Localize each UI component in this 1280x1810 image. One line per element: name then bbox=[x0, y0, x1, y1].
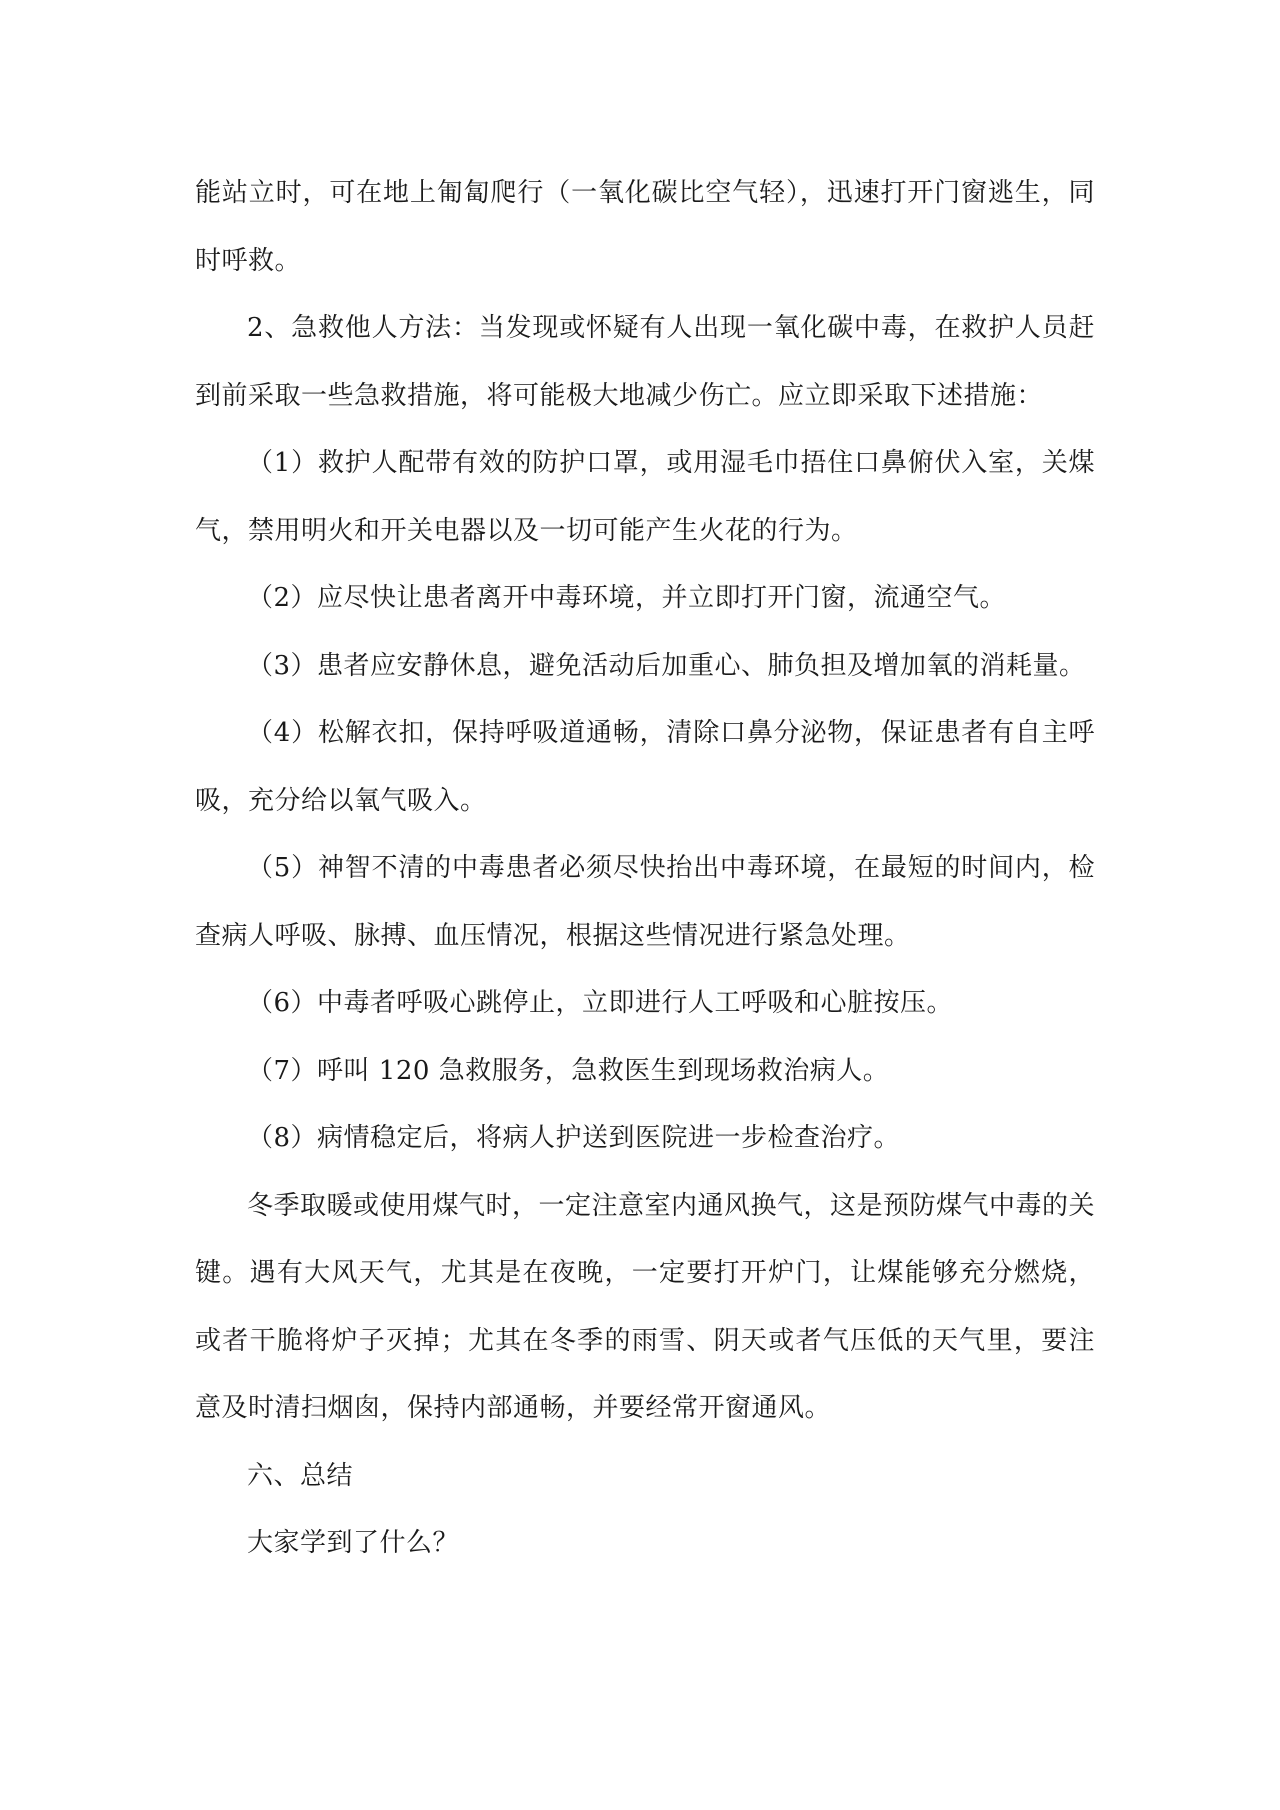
document-body bbox=[195, 160, 1095, 1578]
paragraph-question: 大家学到了什么？ bbox=[247, 1528, 460, 1558]
paragraph-prevention: 冬季取暖或使用煤气时，一定注意室内通风换气，这是预防煤气中毒的关键。遇有大风天气，尤其是在夜晚，一定要打开炉门，让煤能够充分燃烧，或者干脆将炉子灭掉；尤其在冬季的雨雪、阴天或者气压低的天气里，要注意及时清扫烟囱，保持内部通畅，并要经常开窗通风。 bbox=[195, 1190, 1096, 1423]
list-item-4: （4）松解衣扣，保持呼吸道通畅，清除口鼻分泌物，保证患者有自主呼吸，充分给以氧气吸入。 bbox=[195, 718, 1095, 816]
section-heading-summary: 六、总结 bbox=[247, 1460, 354, 1491]
list-item-7: （7）呼叫 120 急救服务，急救医生到现场救治病人。 bbox=[247, 1055, 890, 1086]
list-item-3: （3）患者应安静休息，避免活动后加重心、肺负担及增加氧的消耗量。 bbox=[247, 650, 1086, 681]
paragraph-continued: 能站立时，可在地上匍匐爬行（一氧化碳比空气轻），迅速打开门窗逃生，同时呼救。 bbox=[195, 178, 1095, 276]
list-item-2: （2）应尽快让患者离开中毒环境，并立即打开门窗，流通空气。 bbox=[247, 583, 1007, 613]
paragraph-rescue-others: 2、急救他人方法：当发现或怀疑有人出现一氧化碳中毒，在救护人员赶到前采取一些急救措施，将可能极大地减少伤亡。应立即采取下述措施： bbox=[195, 313, 1095, 411]
list-item-8: （8）病情稳定后，将病人护送到医院进一步检查治疗。 bbox=[247, 1123, 901, 1153]
list-item-5: （5）神智不清的中毒患者必须尽快抬出中毒环境，在最短的时间内，检查病人呼吸、脉搏、血压情况，根据这些情况进行紧急处理。 bbox=[195, 853, 1095, 951]
list-item-6: （6）中毒者呼吸心跳停止，立即进行人工呼吸和心脏按压。 bbox=[247, 988, 954, 1018]
list-item-1: （1）救护人配带有效的防护口罩，或用湿毛巾捂住口鼻俯伏入室，关煤气，禁用明火和开关电器以及一切可能产生火花的行为。 bbox=[195, 448, 1095, 546]
